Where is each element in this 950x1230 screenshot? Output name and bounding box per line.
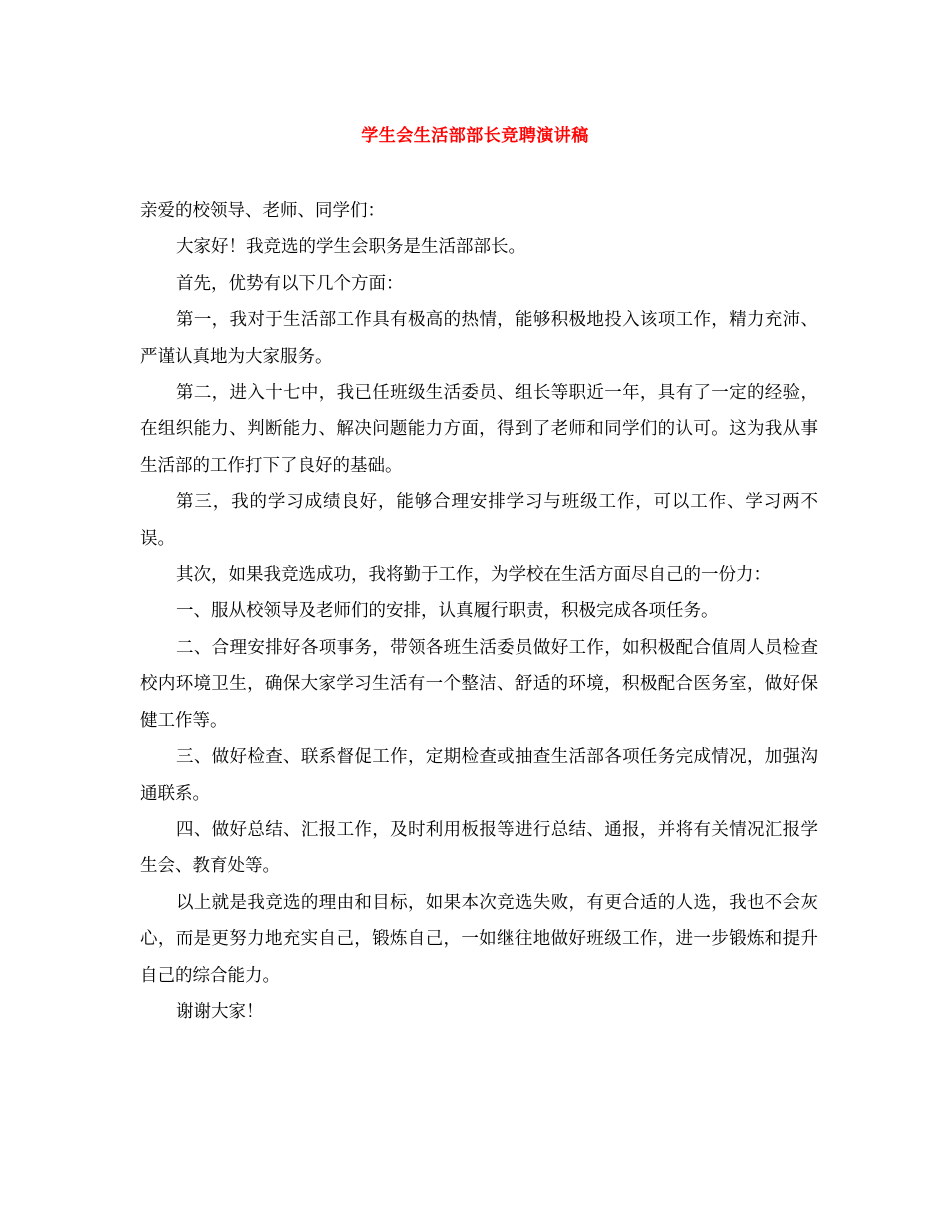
paragraph-plan-intro: 其次，如果我竞选成功，我将勤于工作，为学校在生活方面尽自己的一份力： — [176, 565, 771, 586]
document-title: 学生会生活部部长竞聘演讲稿 — [361, 126, 589, 146]
paragraph-plan-1: 一、服从校领导及老师们的安排，认真履行职责，积极完成各项任务。 — [176, 601, 719, 622]
paragraph-advantages-intro: 首先，优势有以下几个方面： — [176, 273, 404, 294]
paragraph-thanks: 谢谢大家！ — [176, 1001, 264, 1022]
paragraph-conclusion: 以上就是我竞选的理由和目标，如果本次竞选失败，有更合适的人选，我也不会灰心，而是更努力地充实自己，锻炼自己，一如继往地做好班级工作，进一步锻炼和提升自己的综合能力。 — [140, 892, 818, 986]
document-body — [140, 193, 818, 1030]
paragraph-plan-2: 二、合理安排好各项事务，带领各班生活委员做好工作，如积极配合值周人员检查校内环境卫生，确保大家学习生活有一个整洁、舒适的环境，积极配合医务室，做好保健工作等。 — [140, 637, 818, 731]
salutation: 亲爱的校领导、老师、同学们： — [140, 201, 385, 221]
paragraph-advantage-1: 第一，我对于生活部工作具有极高的热情，能够积极地投入该项工作，精力充沛、严谨认真地为大家服务。 — [140, 310, 818, 367]
paragraph-advantage-3: 第三，我的学习成绩良好，能够合理安排学习与班级工作，可以工作、学习两不误。 — [140, 492, 818, 549]
paragraph-greeting: 大家好！我竞选的学生会职务是生活部部长。 — [176, 237, 526, 258]
paragraph-plan-4: 四、做好总结、汇报工作，及时利用板报等进行总结、通报，并将有关情况汇报学生会、教育处等。 — [140, 819, 818, 877]
paragraph-advantage-2: 第二，进入十七中，我已任班级生活委员、组长等职近一年，具有了一定的经验，在组织能力、判断能力、解决问题能力方面，得到了老师和同学们的认可。这为我从事生活部的工作打下了良好的基础。 — [140, 383, 818, 476]
paragraph-plan-3: 三、做好检查、联系督促工作，定期检查或抽查生活部各项任务完成情况，加强沟通联系。 — [140, 747, 818, 804]
